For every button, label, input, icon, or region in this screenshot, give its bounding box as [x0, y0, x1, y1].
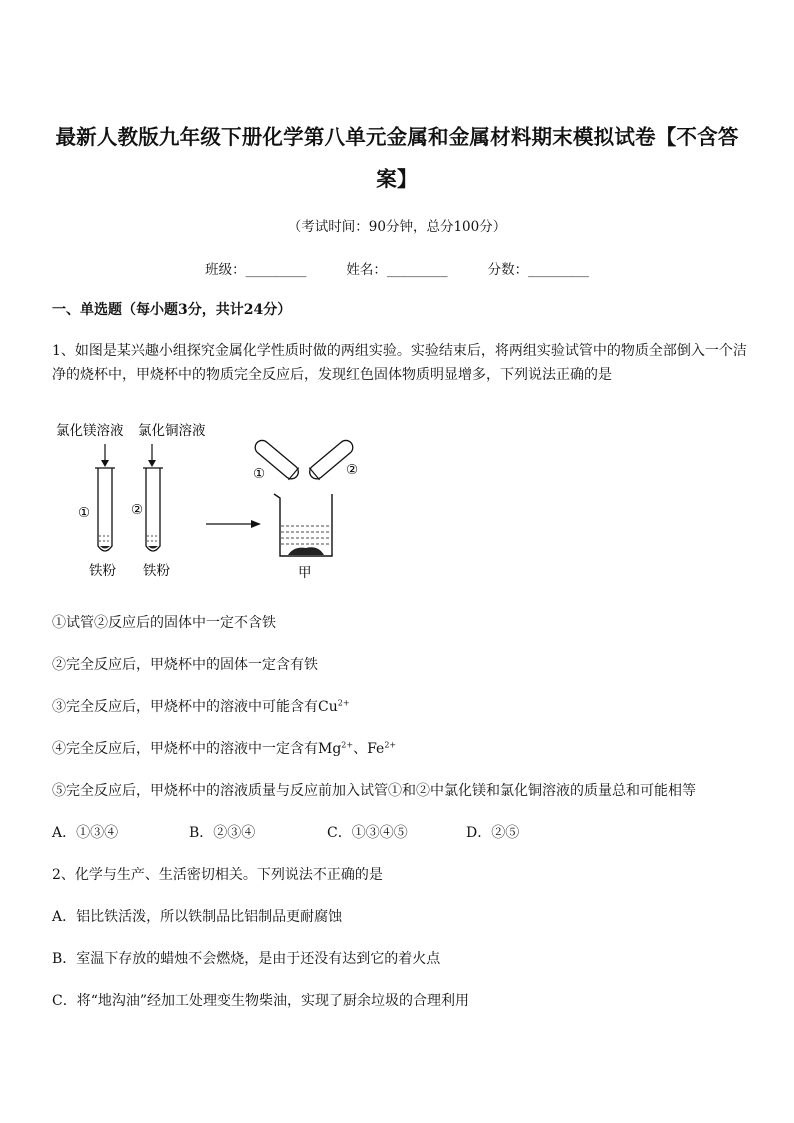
choice-b[interactable]: B．②③④ [189, 825, 256, 841]
label-cucl2-solution: 氯化铜溶液 [138, 423, 206, 439]
choice-a[interactable]: A．①③④ [52, 825, 119, 841]
question-2-text: 2、化学与生产、生活密切相关。下列说法不正确的是 [52, 867, 383, 883]
test-tube-2 [143, 468, 163, 551]
arrow-down-icon-1 [101, 444, 109, 467]
pouring-tube-1-mark: ① [253, 466, 266, 482]
statement-4-fe: 、Fe [353, 741, 385, 757]
statement-4-charge-fe: 2+ [384, 740, 397, 750]
label-mgcl2-solution: 氯化镁溶液 [56, 423, 124, 439]
tube-1-mark: ① [78, 505, 91, 521]
class-field-label: 班级：_________ [205, 262, 307, 278]
name-field-label: 姓名：_________ [346, 262, 448, 278]
section-heading-single-choice: 一、单选题（每小题3分，共计24分） [52, 302, 292, 318]
tube-2-iron-powder-label: 铁粉 [143, 563, 170, 579]
student-info-line [0, 258, 794, 278]
experiment-figure [48, 414, 359, 584]
statement-3 [52, 696, 350, 716]
statement-3-text: ③完全反应后，甲烧杯中的溶液中可能含有Cu [52, 699, 338, 715]
statement-4 [52, 738, 396, 758]
statement-4-charge-mg: 2+ [341, 740, 354, 750]
statement-2: ②完全反应后，甲烧杯中的固体一定含有铁 [52, 657, 318, 673]
choice-c[interactable]: C．①③④⑤ [327, 825, 408, 841]
tube-1-iron-powder-label: 铁粉 [89, 563, 116, 579]
statement-5: ⑤完全反应后，甲烧杯中的溶液质量与反应前加入试管①和②中氯化镁和氯化铜溶液的质量总和可能相等 [52, 783, 696, 799]
question-1-text: 1、如图是某兴趣小组探究金属化学性质时做的两组实验。实验结束后，将两组实验试管中的物质全部倒入一个洁净的烧杯中，甲烧杯中的物质完全反应后，发现红色固体物质明显增多，下列说法正确的是 [52, 343, 747, 383]
score-field-label: 分数：_________ [487, 262, 589, 278]
question-2-choice-c[interactable]: C．将“地沟油”经加工处理变生物柴油，实现了厨余垃圾的合理利用 [52, 993, 470, 1009]
statement-4-text: ④完全反应后，甲烧杯中的溶液中一定含有Mg [52, 741, 342, 757]
statement-3-charge: 2+ [337, 698, 350, 708]
beaker [274, 494, 332, 556]
question-2-choice-a[interactable]: A．铝比铁活泼，所以铁制品比铝制品更耐腐蚀 [52, 909, 343, 925]
exam-subtitle: （考试时间：90分钟，总分100分） [287, 219, 507, 235]
question-2-choice-b[interactable]: B．室温下存放的蜡烛不会燃烧，是由于还没有达到它的着火点 [52, 951, 441, 967]
statement-1: ①试管②反应后的固体中一定不含铁 [52, 615, 276, 631]
pouring-tube-2-mark: ② [346, 462, 359, 478]
tube-2-mark: ② [131, 502, 144, 518]
arrow-down-icon-2 [148, 444, 156, 467]
test-tube-1 [95, 468, 115, 551]
page-title: 最新人教版九年级下册化学第八单元金属和金属材料期末模拟试卷【不含答案】 [55, 125, 739, 191]
choice-d[interactable]: D．②⑤ [466, 825, 520, 841]
arrow-right-icon [206, 520, 261, 528]
experiment-diagram [48, 414, 359, 584]
beaker-label: 甲 [298, 565, 312, 581]
